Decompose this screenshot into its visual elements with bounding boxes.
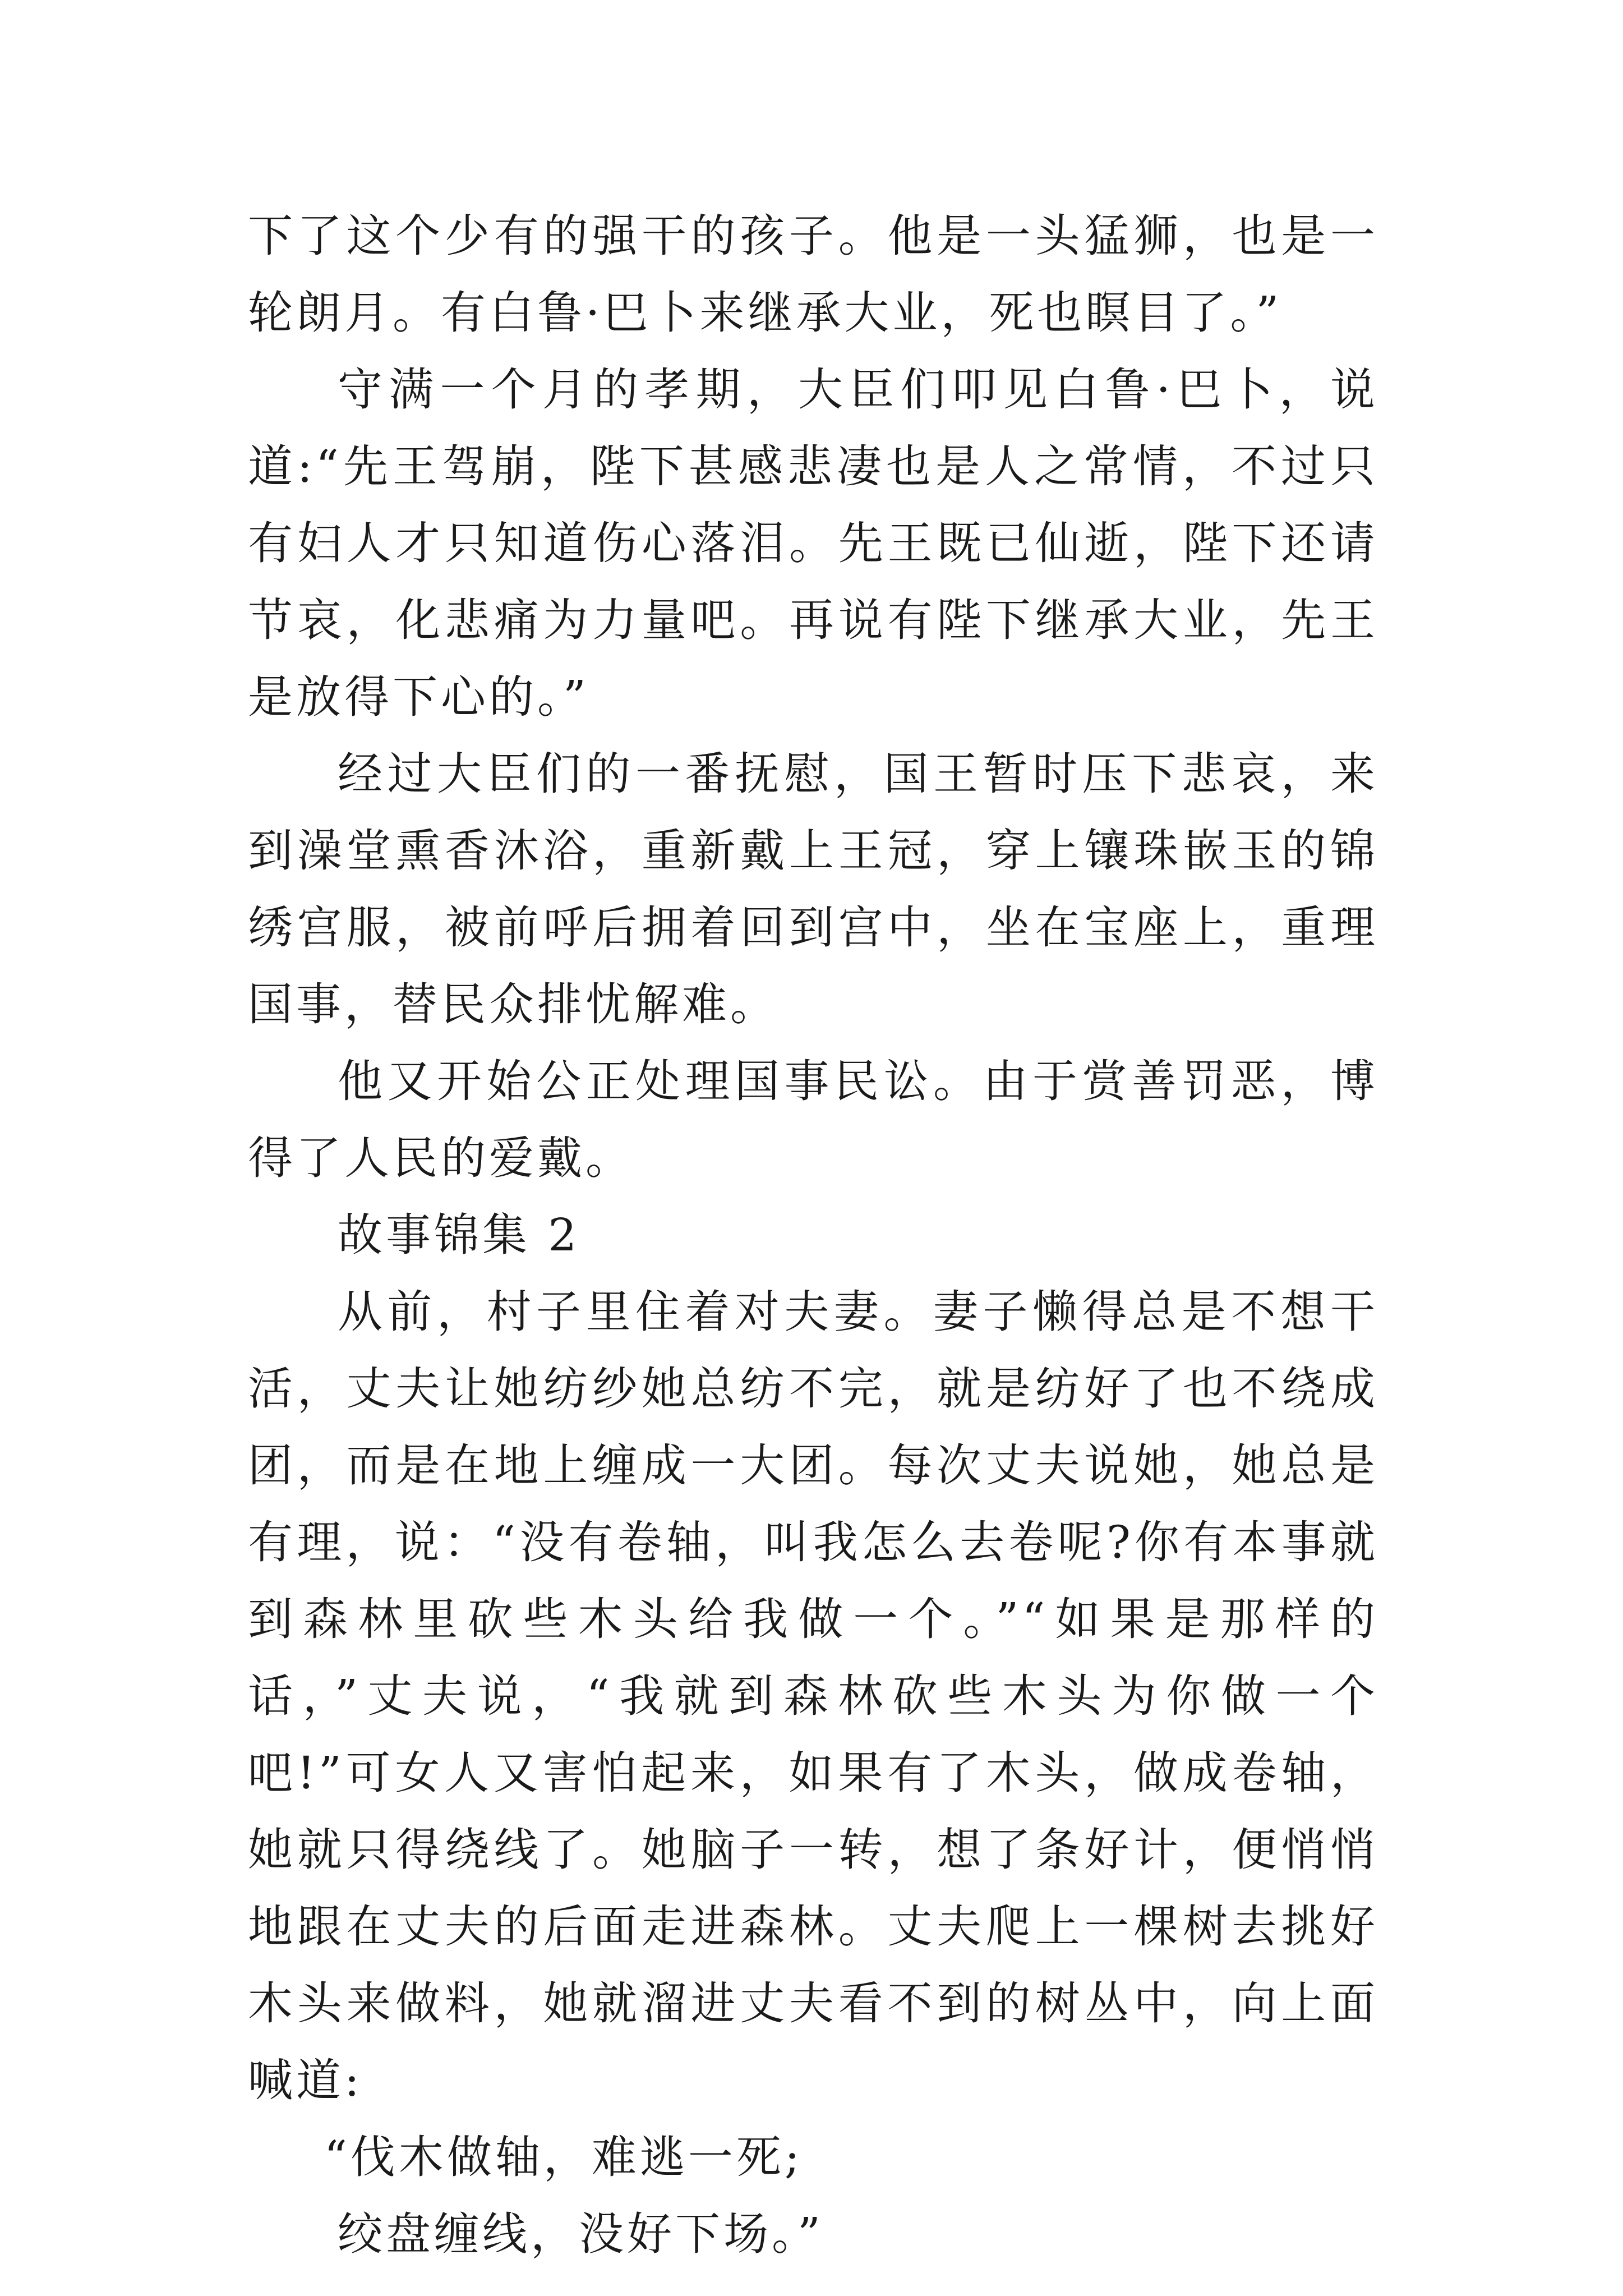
paragraph-ministers-consolation: 守满一个月的孝期，大臣们叩见白鲁·巴卜，说道:“先王驾崩，陛下甚感悲凄也是人之常情，不过只有妇人才只知道伤心落泪。先王既已仙逝，陛下还请节哀，化悲痛为力量吧。再说有陛下继承大业，先王是放得下心的。” xyxy=(248,364,1378,723)
section-title: 故事锦集 2 xyxy=(338,1209,580,1261)
paragraph-just-rule: 他又开始公正处理国事民讼。由于赏善罚恶，博得了人民的爱戴。 xyxy=(248,1055,1378,1184)
verse-line-2: 绞盘缠线，没好下场。” xyxy=(338,2208,824,2260)
paragraph-story: 从前，村子里住着对夫妻。妻子懒得总是不想干活，丈夫让她纺纱她总纺不完，就是纺好了也不绕成团，而是在地上缠成一大团。每次丈夫说她，她总是有理，说：“没有卷轴，叫我怎么去卷呢?你有本事就到森林里砍些木头给我做一个。”“如果是那样的话，”丈夫说，“我就到森林砍些木头为你做一个吧!”可女人又害怕起来，如果有了木头，做成卷轴，她就只得绕线了。她脑子一转，想了条好计，便悄悄地跟在丈夫的后面走进森林。丈夫爬上一棵树去挑好木头来做料，她就溜进丈夫看不到的树丛中，向上面喊道: xyxy=(248,1286,1378,2106)
paragraph-king-returns: 经过大臣们的一番抚慰，国王暂时压下悲哀，来到澡堂熏香沐浴，重新戴上王冠，穿上镶珠嵌玉的锦绣宫服，被前呼后拥着回到宫中，坐在宝座上，重理国事，替民众排忧解难。 xyxy=(248,748,1378,1030)
document-body xyxy=(248,197,1378,2272)
paragraph-continuation: 下了这个少有的强干的孩子。他是一头猛狮，也是一轮朗月。有白鲁·巴卜来继承大业，死也瞑目了。” xyxy=(248,210,1378,339)
verse-line-1: “伐木做轴，难逃一死; xyxy=(324,2131,803,2183)
